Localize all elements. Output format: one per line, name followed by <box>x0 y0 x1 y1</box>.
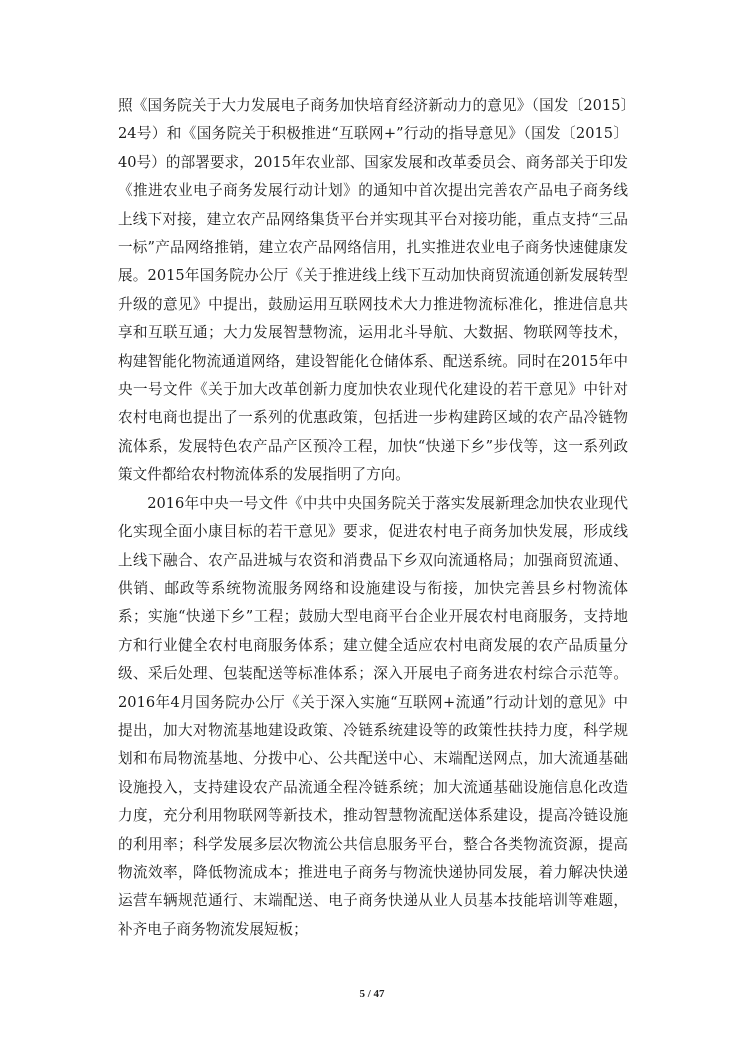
body-text <box>118 92 628 944</box>
page-number: 5 / 47 <box>359 988 385 1000</box>
paragraph-2: 2016年中央一号文件《中共中央国务院关于落实发展新理念加快农业现代化实现全面小康目标的若干意见》要求，促进农村电子商务加快发展，形成线上线下融合、农产品进城与农资和消费品下乡双向流通格局；加强商贸流通、供销、邮政等系统物流服务网络和设施建设与衔接，加快完善县乡村物流体系；实施“快递下乡”工程；鼓励大型电商平台企业开展农村电商服务，支持地方和行业健全农村电商服务体系；建立健全适应农村电商发展的农产品质量分级、采后处理、包装配送等标准体系；深入开展电子商务进农村综合示范等。2016年4月国务院办公厅《关于深入实施“互联网+流通”行动计划的意见》中提出，加大对物流基地建设政策、冷链系统建设等的政策性扶持力度，科学规划和布局物流基地、分拨中心、公共配送中心、末端配送网点，加大流通基础设施投入，支持建设农产品流通全程冷链系统；加大流通基础设施信息化改造力度，充分利用物联网等新技术，推动智慧物流配送体系建设，提高冷链设施的利用率；科学发展多层次物流公共信息服务平台，整合各类物流资源，提高物流效率，降低物流成本；推进电子商务与物流快递协同发展，着力解决快递运营车辆规范通行、末端配送、电子商务快递从业人员基本技能培训等难题，补齐电子商务物流发展短板； <box>118 494 628 938</box>
paragraph-1: 照《国务院关于大力发展电子商务加快培育经济新动力的意见》（国发〔2015〕24号）和《国务院关于积极推进“互联网+”行动的指导意见》（国发〔2015〕40号）的部署要求，2015年农业部、国家发展和改革委员会、商务部关于印发《推进农业电子商务发展行动计划》的通知中首次提出完善农产品电子商务线上线下对接，建立农产品网络集货平台并实现其平台对接功能，重点支持“三品一标”产品网络推销，建立农产品网络信用，扎实推进农业电子商务快速健康发展。2015年国务院办公厅《关于推进线上线下互动加快商贸流通创新发展转型升级的意见》中提出，鼓励运用互联网技术大力推进物流标准化，推进信息共享和互联互通；大力发展智慧物流，运用北斗导航、大数据、物联网等技术，构建智能化物流通道网络，建设智能化仓储体系、配送系统。同时在2015年中央一号文件《关于加大改革创新力度加快农业现代化建设的若干意见》中针对农村电商也提出了一系列的优惠政策，包括进一步构建跨区域的农产品冷链物流体系，发展特色农产品产区预冷工程，加快“快递下乡”步伐等，这一系列政策文件都给农村物流体系的发展指明了方向。 <box>118 97 628 484</box>
